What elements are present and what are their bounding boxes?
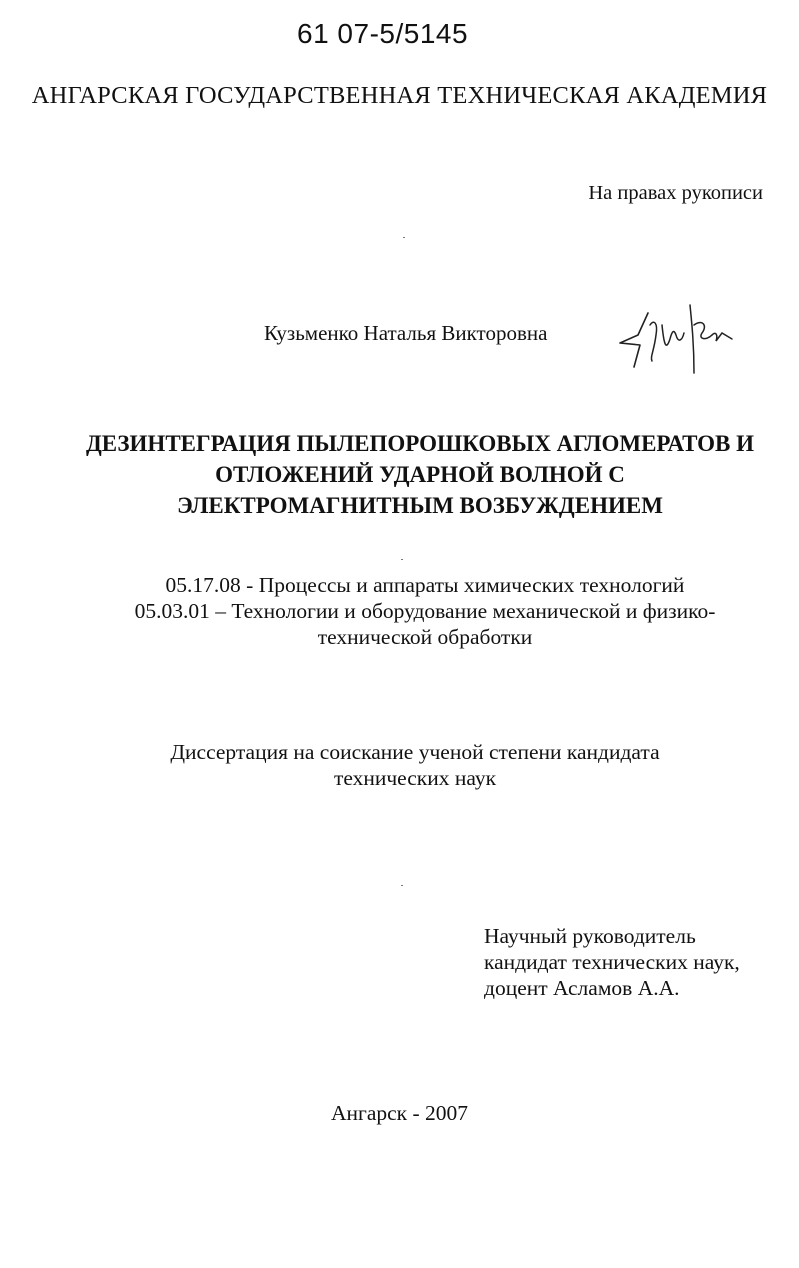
- scan-speck: [401, 885, 403, 886]
- supervisor-line: Научный руководитель: [484, 924, 696, 948]
- title-line: ДЕЗИНТЕГРАЦИЯ ПЫЛЕПОРОШКОВЫХ АГЛОМЕРАТОВ И: [85, 431, 755, 456]
- signature-icon: [608, 295, 748, 375]
- scan-speck: [403, 237, 405, 238]
- title-line: ЭЛЕКТРОМАГНИТНЫМ ВОЗБУЖДЕНИЕМ: [177, 493, 663, 518]
- specialty-line: 05.17.08 - Процессы и аппараты химических технологий: [165, 573, 685, 597]
- degree-line: Диссертация на соискание ученой степени кандидата: [170, 740, 660, 764]
- supervisor-line: доцент Асламов А.А.: [484, 976, 680, 1000]
- supervisor-line: кандидат технических наук,: [484, 950, 740, 974]
- degree-statement: [90, 739, 740, 791]
- institution-name: АНГАРСКАЯ ГОСУДАРСТВЕННАЯ ТЕХНИЧЕСКАЯ АКАДЕМИЯ: [31, 82, 768, 109]
- title-line: ОТЛОЖЕНИЙ УДАРНОЙ ВОЛНОЙ С: [215, 462, 625, 487]
- city-and-year: Ангарск - 2007: [330, 1101, 469, 1125]
- specialty-codes: [100, 572, 750, 650]
- archive-stamp-number: 61 07-5/5145: [297, 18, 469, 49]
- scan-speck: [401, 559, 403, 560]
- specialty-line: 05.03.01 – Технологии и оборудование механической и физико-: [134, 599, 716, 623]
- specialty-line: технической обработки: [317, 625, 533, 649]
- degree-line: технических наук: [333, 766, 497, 790]
- scientific-supervisor: [484, 923, 740, 1001]
- dissertation-title: [60, 428, 780, 521]
- author-name: Кузьменко Наталья Викторовна: [264, 321, 548, 345]
- manuscript-rights-note: На правах рукописи: [588, 182, 763, 204]
